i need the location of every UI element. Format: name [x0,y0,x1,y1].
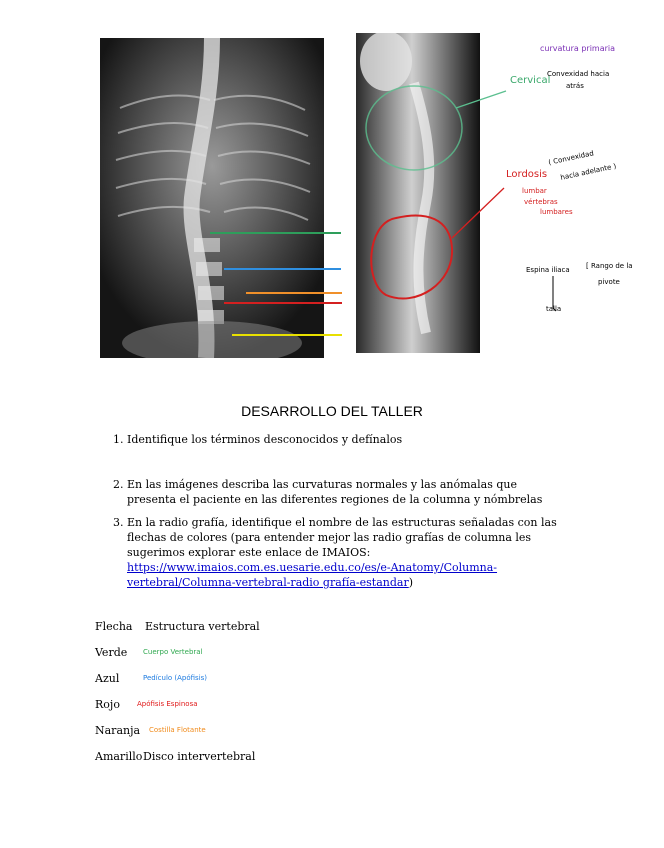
cervical-circle [366,86,462,170]
vertebras-label: vértebras [524,198,558,206]
lumbar-label: lumbar [522,187,547,195]
yellow-arrow [232,334,342,336]
spine-note-3: talla [546,305,562,313]
task-text: En la radio grafía, identifique el nombre de las estructuras señaladas con las flechas de colores (para entender mejor las radio grafías de columna les sugerimos explorar este enlace de IMAIOS: [127,516,557,559]
section-heading: DESARROLLO DEL TALLER [241,403,423,419]
spine-note-2: pivote [598,278,620,286]
xray-ap-image [100,38,324,358]
spine-label: Espina iliaca [526,266,570,274]
row-label: Amarillo [95,750,143,763]
primary-curvature-note: curvatura primaria [540,44,616,53]
cervical-label: Cervical [510,75,551,86]
lordosis-label: Lordosis [506,169,548,180]
row-label: Rojo [95,698,120,711]
cervical-note-2: atrás [566,82,584,90]
row-label: Azul [95,672,120,685]
orange-arrow [246,292,342,294]
red-arrow [224,302,342,304]
row-value: Disco intervertebral [143,750,256,763]
imaios-link[interactable]: https://www.imaios.com.es.uesarie.edu.co/es/e-Anatomy/Columna-vertebral/Columna-vertebral-radio grafía-estandar [127,561,498,589]
blue-arrow [224,268,341,270]
annotation-strokes [356,33,656,333]
xray-ap-drawing [100,38,324,358]
header-flecha: Flecha [95,620,133,633]
header-estructura: Estructura vertebral [145,620,260,633]
task-number: 1. [113,433,124,446]
row-value: Pedículo (Apófisis) [143,674,208,682]
cervical-connector [456,91,506,108]
spine-note-1: [ Rango de la [586,262,633,270]
task-text-after: ) [408,576,414,589]
row-label: Naranja [95,724,141,737]
lordosis-circle [371,216,452,299]
lordosis-note-2: hacia adelante ) [559,162,617,182]
task-text: Identifique los términos desconocidos y defínalos [127,433,403,446]
task-item [113,432,568,447]
task-number: 3. [113,516,124,529]
row-label: Verde [95,646,128,659]
task-item [113,515,568,590]
task-text: En las imágenes describa las curvaturas normales y las anómalas que presenta el paciente en las diferentes regiones de la columna y nómbrelas [127,478,543,506]
row-value: Apófisis Espinosa [137,700,198,708]
row-value: Cuerpo Vertebral [143,648,203,656]
task-number: 2. [113,478,124,491]
task-list [113,432,568,590]
lumbares-label: lumbares [540,208,573,216]
lordosis-connector [452,188,504,238]
task-item [113,477,568,507]
row-value: Costilla Flotante [149,726,206,734]
lordosis-note-1: ( Convexidad [547,149,595,167]
cervical-note-1: Convexidad hacia [547,70,610,78]
green-arrow [210,232,341,234]
